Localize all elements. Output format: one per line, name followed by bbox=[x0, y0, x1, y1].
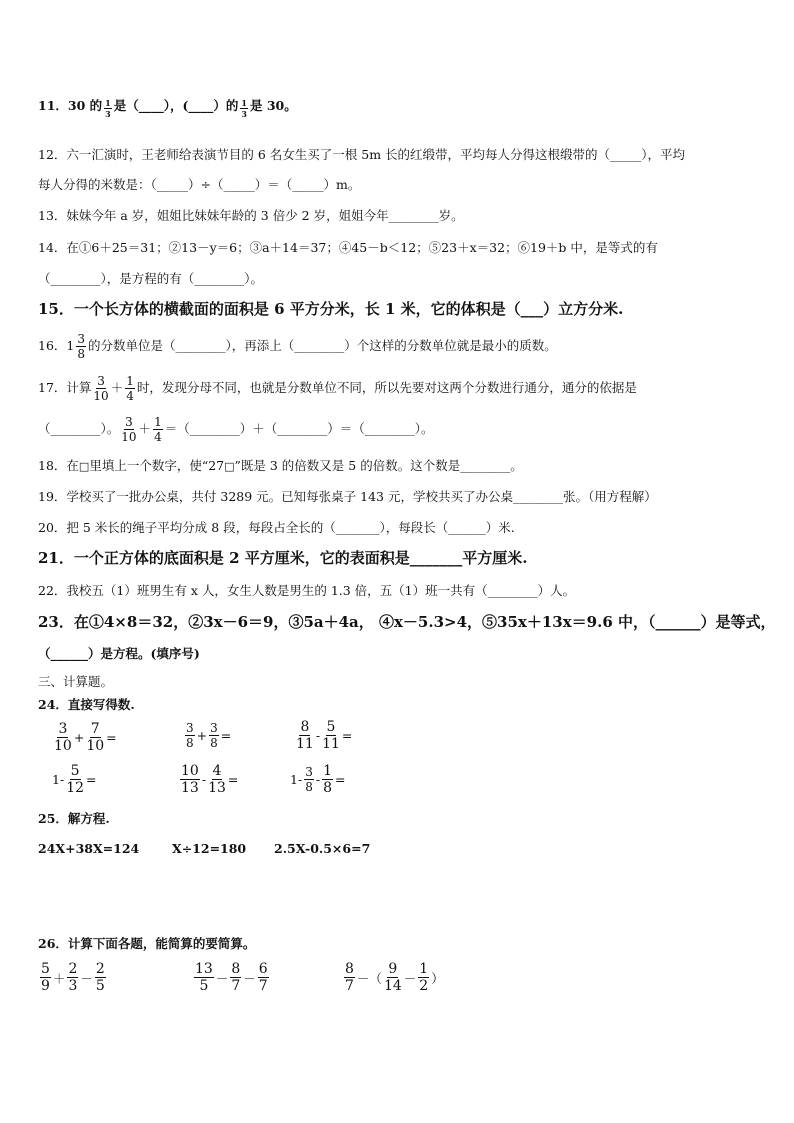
q24-item-1: $\frac{3}{10}$ + $\frac{7}{10}$ = bbox=[54, 721, 117, 754]
question-15: 15．一个长方体的横截面的面积是 6 平方分米，长 1 米，它的体积是（___）立方分米. bbox=[38, 300, 624, 318]
q16-text: 的分数单位是（________），再添上（________）个这样的分数单位就是最小的质数。 bbox=[88, 338, 557, 353]
q26-expression-3: $\frac{8}{7}$ －（ $\frac{9}{14}$ － $\frac{1}{2}$ ） bbox=[345, 961, 444, 994]
q24-item-2: $\frac{3}{8}$ + $\frac{3}{8}$ = bbox=[186, 721, 232, 750]
q26-expression-1: $\frac{5}{9}$ ＋ $\frac{2}{3}$ － $\frac{2}{5}$ bbox=[41, 961, 105, 994]
section-title: 三、计算题。 bbox=[38, 674, 114, 689]
question-24-title: 24．直接写得数. bbox=[38, 697, 135, 712]
question-17-line-1 bbox=[38, 372, 764, 404]
plus-sign: ＋ bbox=[110, 380, 124, 395]
q16-whole: 16．1 bbox=[38, 338, 75, 353]
q17-blank-1: （________）。 bbox=[38, 421, 120, 436]
fraction: $\frac{3}{10}$ bbox=[93, 374, 109, 403]
question-23-line-2: （______）是方程。(填序号) bbox=[38, 646, 200, 661]
question-22: 22．我校五（1）班男生有 x 人，女生人数是男生的 1.3 倍，五（1）班一共有（________）人。 bbox=[38, 583, 576, 598]
plus-sign: ＋ bbox=[138, 421, 152, 436]
q26-expression-2: $\frac{13}{5}$ － $\frac{8}{7}$ － $\frac{6}{7}$ bbox=[195, 961, 268, 994]
question-25-title: 25．解方程. bbox=[38, 811, 110, 826]
empty-box-icon: □ bbox=[224, 460, 235, 473]
q24-item-4: 1- $\frac{5}{12}$ = bbox=[52, 763, 97, 796]
fraction: $\frac{1}{3}$ bbox=[105, 98, 111, 119]
question-13: 13．妹妹今年 a 岁，姐姐比妹妹年龄的 3 倍少 2 岁，姐姐今年________岁。 bbox=[38, 208, 464, 223]
question-20: 20．把 5 米长的绳子平均分成 8 段，每段占全长的（_______），每段长（______）米. bbox=[38, 520, 515, 535]
equation-3: 2.5X-0.5×6=7 bbox=[274, 841, 371, 856]
question-16 bbox=[38, 332, 764, 360]
question-11 bbox=[38, 97, 764, 118]
empty-box-icon: □ bbox=[78, 460, 90, 473]
question-23-line-1: 23．在①4×8＝32，②3x－6＝9，③5a＋4a， ④x－5.3>4，⑤35x＋13x＝9.6 中，（______）是等式， bbox=[38, 613, 776, 631]
question-14-line-2: （________），是方程的有（________）。 bbox=[38, 271, 264, 286]
q17-text-c: ＝（________）＋（________）＝（________）。 bbox=[164, 421, 434, 436]
fraction: $\frac{1}{4}$ bbox=[154, 415, 162, 444]
question-17-line-2 bbox=[38, 413, 764, 445]
question-21: 21．一个正方体的底面积是 2 平方厘米，它的表面积是_______平方厘米. bbox=[38, 549, 528, 567]
q24-item-5: $\frac{10}{13}$ - $\frac{4}{13}$ = bbox=[181, 763, 239, 796]
question-12-line-2: 每人分得的米数是：（_____）÷（_____）＝（_____）m。 bbox=[38, 177, 361, 192]
q11-text-b: 是（____），(____）的 bbox=[113, 98, 239, 113]
q18-text-b: 里填上一个数字，使“27 bbox=[89, 458, 225, 473]
q24-item-6: 1- $\frac{3}{8}$ - $\frac{1}{8}$ = bbox=[290, 763, 346, 796]
q18-text-a: 18．在 bbox=[38, 458, 79, 473]
equation-1: 24X+38X=124 bbox=[38, 841, 140, 856]
fraction: $\frac{3}{8}$ bbox=[77, 332, 85, 361]
question-12-line-1: 12．六一汇演时，王老师给表演节目的 6 名女生买了一根 5m 长的红缎带，平均每人分得这根缎带的（_____），平均 bbox=[38, 147, 686, 162]
q11-text-a: 11．30 的 bbox=[38, 98, 103, 113]
q18-text-c: ”既是 3 的倍数又是 5 的倍数。这个数是________。 bbox=[234, 458, 523, 473]
equation-2: X÷12=180 bbox=[172, 841, 247, 856]
fraction: $\frac{1}{3}$ bbox=[241, 98, 247, 119]
question-18 bbox=[38, 457, 764, 476]
q17-text-a: 17．计算 bbox=[38, 380, 92, 395]
q24-item-3: $\frac{8}{11}$ - $\frac{5}{11}$ = bbox=[296, 719, 353, 752]
fraction: $\frac{1}{4}$ bbox=[126, 374, 134, 403]
q11-text-c: 是 30。 bbox=[249, 98, 297, 113]
question-14-line-1: 14．在①6＋25＝31；②13－y＝6；③a＋14＝37；④45－b＜12；⑤23＋x＝32；⑥19＋b 中，是等式的有 bbox=[38, 240, 658, 255]
question-19: 19．学校买了一批办公桌，共付 3289 元。已知每张桌子 143 元，学校共买了办公桌________张。（用方程解） bbox=[38, 489, 657, 504]
question-26-title: 26．计算下面各题，能简算的要简算。 bbox=[38, 936, 256, 951]
q17-text-b: 时，发现分母不同，也就是分数单位不同，所以先要对这两个分数进行通分，通分的依据是 bbox=[136, 380, 637, 395]
fraction: $\frac{3}{10}$ bbox=[121, 415, 137, 444]
